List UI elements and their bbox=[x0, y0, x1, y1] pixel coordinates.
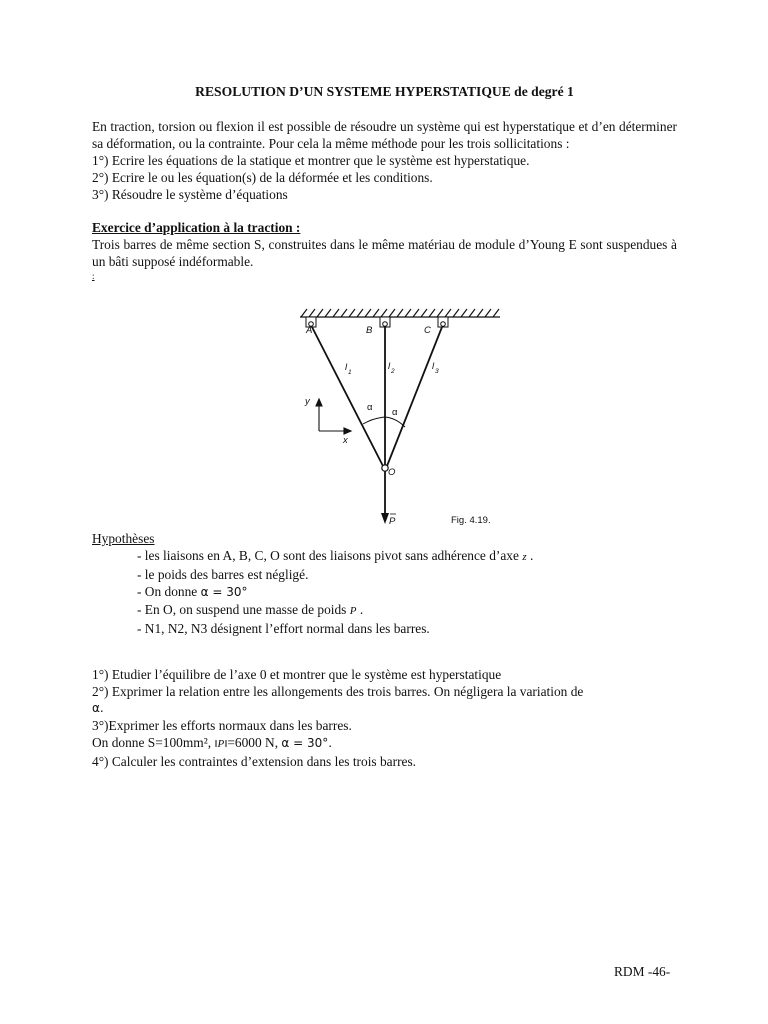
label-l2-sub: 2 bbox=[391, 368, 395, 375]
label-a: A bbox=[306, 325, 313, 336]
intro-step: 2°) Ecrire le ou les équation(s) de la déformée et les conditions. bbox=[92, 170, 433, 185]
axes-icon bbox=[316, 399, 351, 434]
hypothesis-text: . bbox=[529, 548, 534, 563]
label-l3-sub: 3 bbox=[435, 368, 439, 375]
label-l2: l bbox=[388, 361, 391, 372]
p-symbol: P bbox=[349, 605, 357, 617]
pivot-b bbox=[380, 317, 390, 327]
figure-three-bars bbox=[275, 303, 505, 531]
question-3: 3°)Exprimer les efforts normaux dans les barres. bbox=[92, 718, 352, 733]
question-4: 4°) Calculer les contraintes d’extension dans les trois barres. bbox=[92, 754, 417, 769]
load-arrow bbox=[381, 471, 389, 524]
questions-section bbox=[92, 666, 677, 770]
intro-step: 3°) Résoudre le système d’équations bbox=[92, 187, 288, 202]
label-l3: l bbox=[432, 361, 435, 372]
document-title: RESOLUTION D’UN SYSTEME HYPERSTATIQUE de degré 1 bbox=[195, 84, 574, 99]
hypothesis-item: - N1, N2, N3 désignent l’effort normal dans les barres. bbox=[137, 621, 430, 636]
stray-mark: : bbox=[92, 271, 95, 281]
question-2: 2°) Exprimer la relation entre les allongements des trois barres. On négligera la variation de bbox=[92, 684, 584, 699]
hypotheses-section bbox=[92, 530, 677, 637]
fixed-frame bbox=[300, 309, 500, 317]
norm-p-symbol: ‖P‖ bbox=[214, 738, 228, 750]
hypothesis-item bbox=[137, 583, 677, 601]
question-1: 1°) Etudier l’équilibre de l’axe 0 et montrer que le système est hyperstatique bbox=[92, 667, 502, 682]
label-y: y bbox=[305, 396, 310, 407]
label-l1: l bbox=[345, 362, 348, 373]
exercise-heading: Exercice d’application à la traction : bbox=[92, 220, 301, 235]
figure-caption: Fig. 4.19. bbox=[451, 515, 491, 526]
alpha-value: α = 30° bbox=[200, 585, 248, 599]
hypothesis-item bbox=[137, 601, 677, 620]
hypothesis-text: . bbox=[359, 602, 364, 617]
hypothesis-item bbox=[137, 547, 677, 566]
hypothesis-text: - En O, on suspend une masse de poids bbox=[137, 602, 347, 617]
label-alpha-right: α bbox=[392, 407, 398, 418]
alpha-value: α = 30°. bbox=[281, 736, 333, 750]
label-b: B bbox=[366, 325, 373, 336]
hypothesis-text: - On donne bbox=[137, 584, 198, 599]
label-x: x bbox=[343, 435, 348, 446]
z-axis-symbol: z bbox=[522, 551, 527, 563]
intro-step: 1°) Ecrire les équations de la statique et montrer que le système est hyperstatique. bbox=[92, 153, 530, 168]
data-suffix: =6000 N, bbox=[227, 735, 279, 750]
label-alpha-left: α bbox=[367, 402, 373, 413]
page-footer: RDM -46- bbox=[614, 964, 671, 979]
hypotheses-heading: Hypothèses bbox=[92, 531, 155, 546]
question-2-end: α. bbox=[92, 701, 104, 715]
pivot-c bbox=[438, 317, 448, 327]
angle-arc-left bbox=[363, 417, 385, 424]
bar-3 bbox=[387, 327, 442, 466]
data-prefix: On donne S=100mm², bbox=[92, 735, 212, 750]
intro-paragraph: En traction, torsion ou flexion il est possible de résoudre un système qui est hyperstatique et d’en déterminer sa déformation, ou la contrainte. Pour cela la même méthode pour les trois sollicitations : bbox=[92, 119, 677, 151]
label-c: C bbox=[424, 325, 431, 336]
question-3-data bbox=[92, 734, 677, 753]
angle-arc-right bbox=[385, 417, 405, 427]
document-body bbox=[92, 84, 677, 282]
hypothesis-item: - le poids des barres est négligé. bbox=[137, 567, 309, 582]
label-o: O bbox=[388, 467, 396, 478]
label-p: P bbox=[389, 516, 396, 527]
label-l1-sub: 1 bbox=[348, 369, 352, 376]
hypothesis-text: - les liaisons en A, B, C, O sont des liaisons pivot sans adhérence d’axe bbox=[137, 548, 519, 563]
exercise-paragraph: Trois barres de même section S, construites dans le même matériau de module d’Young E sont suspendues à un bâti supposé indéformable. bbox=[92, 237, 677, 269]
